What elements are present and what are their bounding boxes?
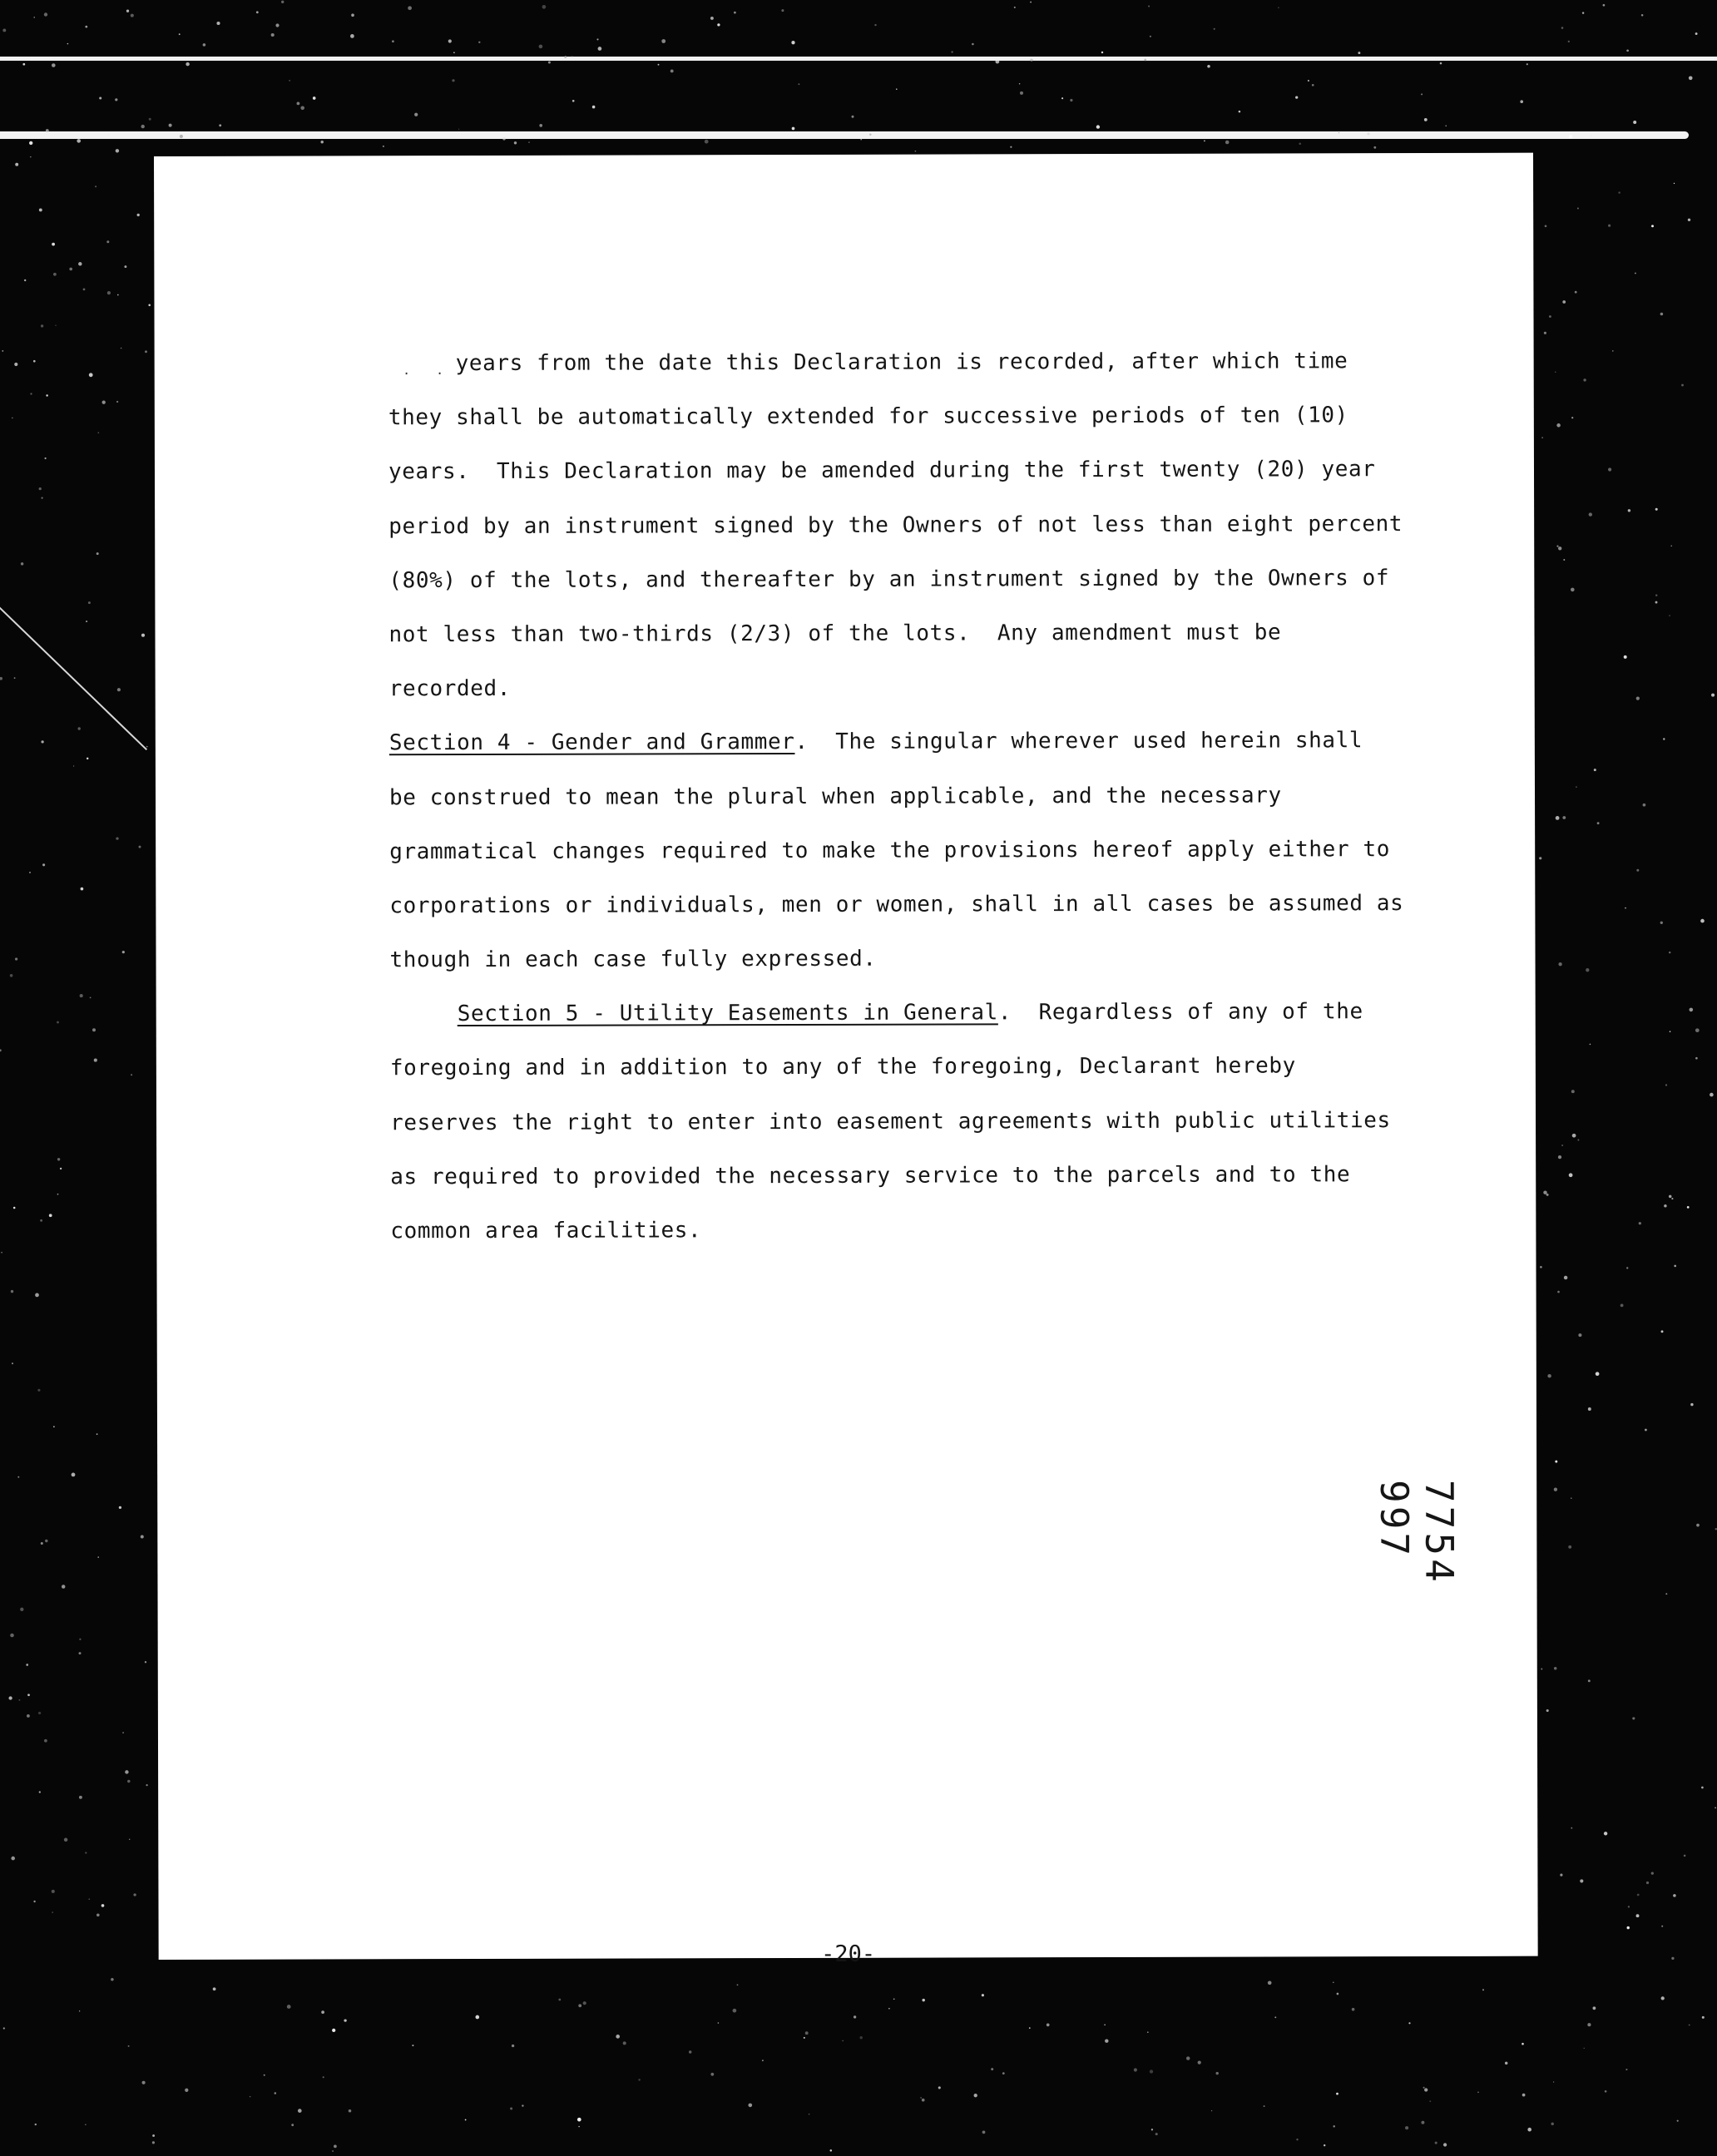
recording-page-number: 997 [1372, 1480, 1418, 1560]
section-5-heading: Section 5 - Utility Easements in General [457, 1000, 998, 1027]
document-body [388, 334, 1464, 1259]
page-number: -20- [821, 1941, 876, 1967]
section-4-first-line-text: . The singular wherever used herein shall [794, 728, 1363, 755]
section-5-first-line-text: . Regardless of any of the [997, 999, 1363, 1026]
text-line: foregoing and in addition to any of the foregoing, Declarant hereby [389, 1053, 1296, 1081]
text-line: recorded. [388, 676, 511, 702]
text-line: they shall be automatically extended for successive periods of ten (10) [388, 403, 1348, 431]
text-line: (80%) of the lots, and thereafter by an instrument signed by the Owners of [388, 565, 1390, 594]
page-speck-marks: · · [403, 365, 443, 383]
text-line: be construed to mean the plural when applicable, and the necessary [388, 782, 1282, 810]
text-line: years. This Declaration may be amended during the first twenty (20) year [388, 457, 1376, 485]
text-line: common area facilities. [390, 1218, 702, 1244]
section-4-first-line [389, 714, 1462, 771]
document-page [154, 153, 1538, 1967]
text-line: corporations or individuals, men or women, shall in all cases be assumed as [389, 890, 1404, 919]
recording-book-page-number [1372, 1480, 1462, 1585]
recording-book-number: 7754 [1417, 1479, 1462, 1585]
text-line: as required to provided the necessary service to the parcels and to the [390, 1162, 1351, 1190]
section-4-heading: Section 4 - Gender and Grammer [388, 729, 795, 756]
text-line: period by an instrument signed by the Owners of not less than eight percent [388, 511, 1403, 539]
text-line: grammatical changes required to make the provisions hereof apply either to [389, 836, 1390, 864]
text-line: though in each case fully expressed. [389, 946, 877, 973]
text-line: years from the date this Declaration is recorded, after which time [455, 349, 1348, 377]
text-line: not less than two-thirds (2/3) of the lots. Any amendment must be [388, 620, 1282, 648]
section-5-first-line [390, 985, 1463, 1042]
text-line: reserves the right to enter into easement agreements with public utilities [390, 1107, 1391, 1135]
